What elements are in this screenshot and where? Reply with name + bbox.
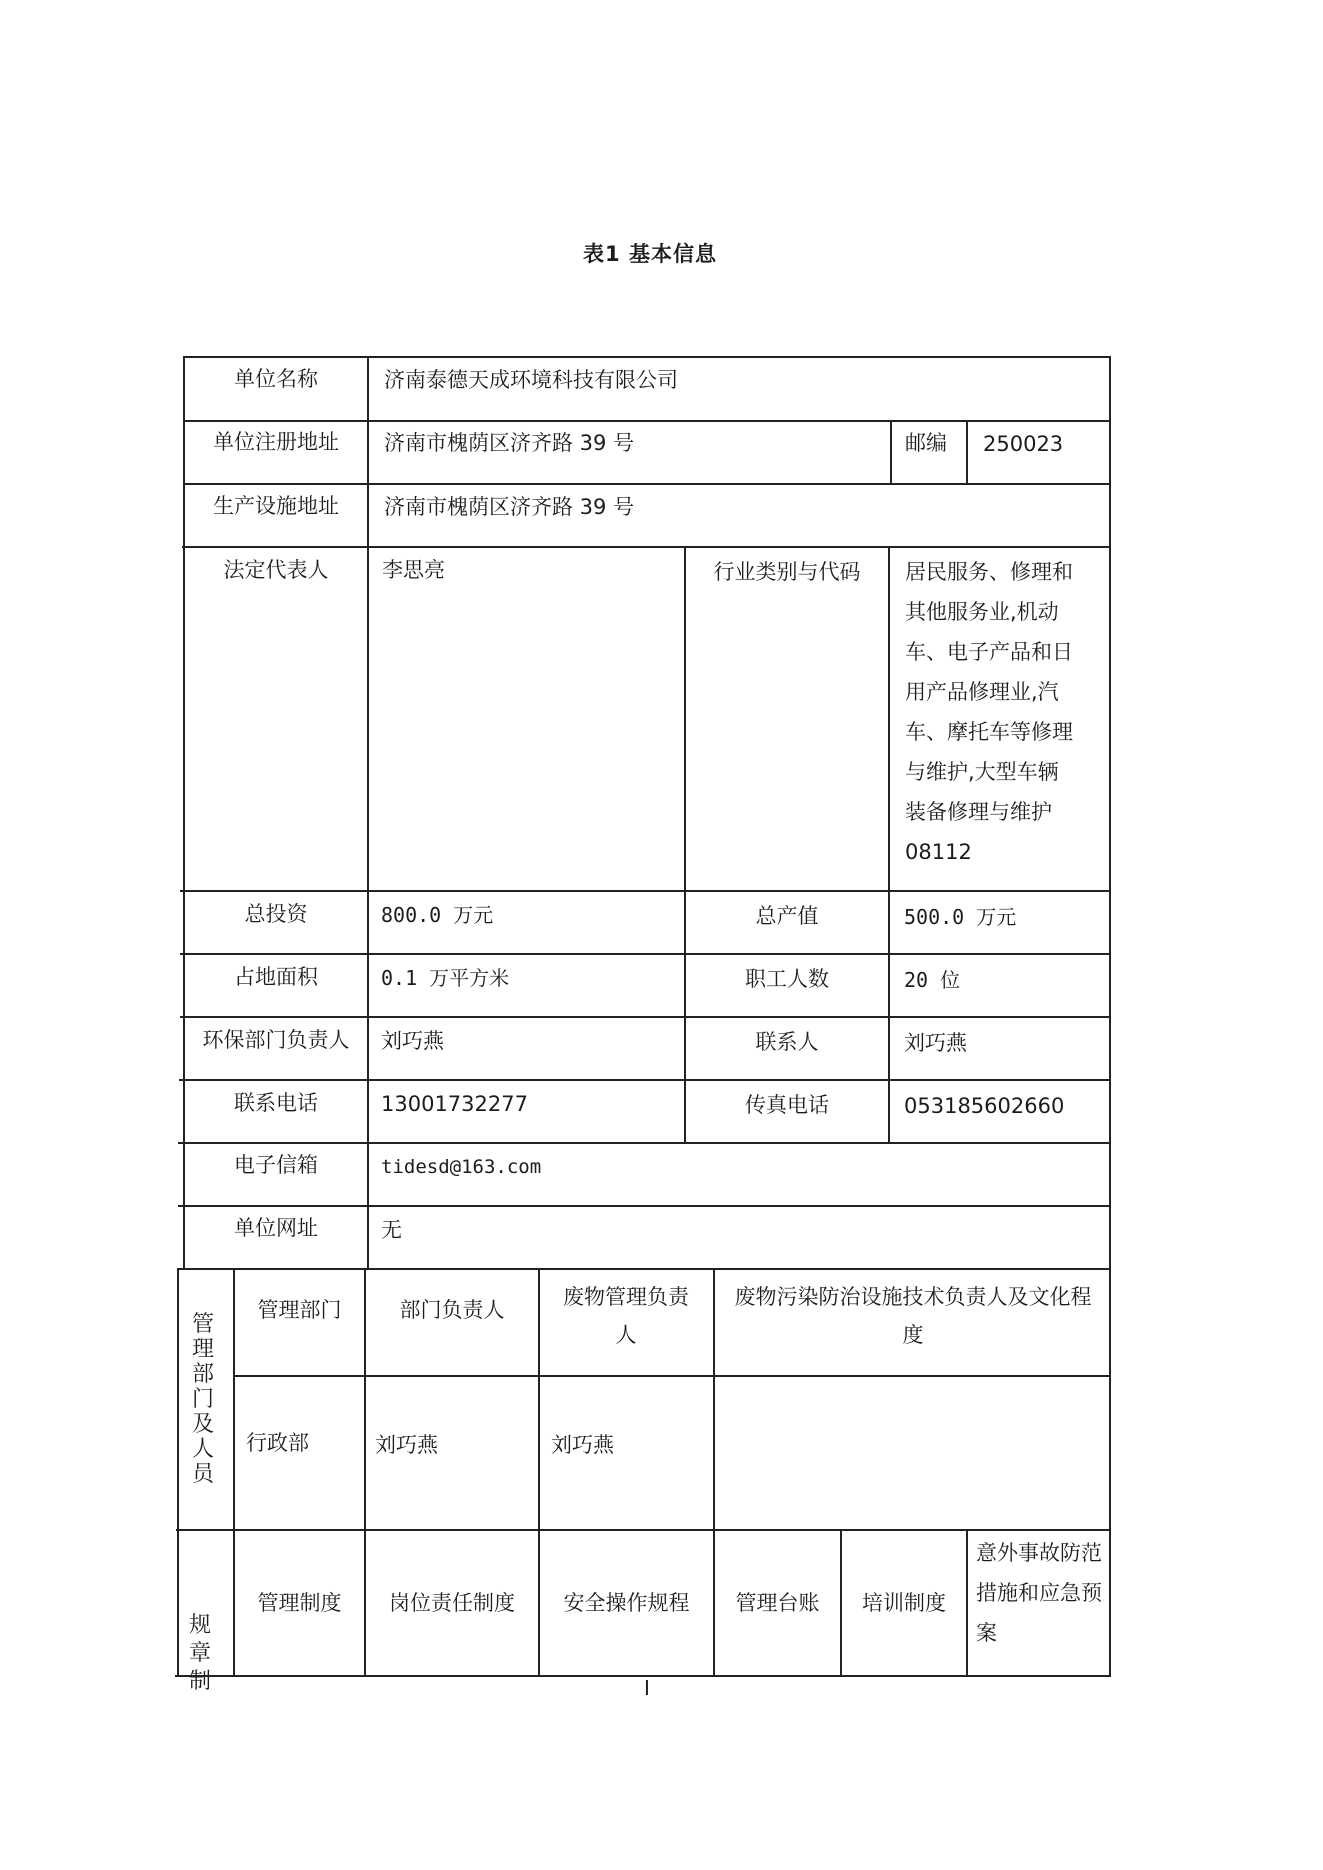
mgmt-waste-head-value: 刘巧燕 [551, 1433, 614, 1457]
table-rule [178, 1142, 1110, 1144]
rule-item: 岗位责任制度 [389, 1591, 515, 1615]
website-value: 无 [381, 1218, 402, 1242]
management-section-label: 管理部门及人员 [192, 1312, 215, 1487]
rule-item: 意外事故防范措施和应急预案 [976, 1541, 1102, 1645]
rules-section-label: 规章制 [189, 1613, 212, 1694]
email-value: tidesd@163.com [381, 1156, 542, 1178]
investment-label: 总投资 [244, 902, 308, 926]
table-rule [183, 420, 1111, 422]
contact-label: 联系人 [755, 1030, 819, 1054]
env-head-value: 刘巧燕 [381, 1029, 444, 1053]
legal-rep-value: 李思亮 [382, 558, 445, 582]
rules-section-label-clip [186, 1612, 216, 1694]
phone-value: 13001732277 [381, 1092, 528, 1116]
table-rule [178, 1268, 1110, 1270]
reg-address-label: 单位注册地址 [213, 430, 339, 454]
mgmt-dept-head-value: 刘巧燕 [375, 1433, 438, 1457]
industry-line: 居民服务、修理和 [905, 560, 1073, 584]
rule-item: 安全操作规程 [563, 1591, 690, 1615]
email-label: 电子信箱 [234, 1153, 318, 1177]
fax-value: 053185602660 [904, 1094, 1065, 1118]
reg-address-value: 济南市槐荫区济齐路 39 号 [384, 431, 635, 455]
area-label: 占地面积 [234, 965, 318, 989]
industry-line: 用产品修理业,汽 [905, 680, 1059, 704]
mgmt-dept-value: 行政部 [246, 1431, 309, 1455]
table-rule [179, 1079, 1110, 1081]
page-title: 表1 基本信息 [583, 242, 717, 266]
rule-item: 管理台账 [735, 1591, 820, 1615]
table-rule [183, 356, 1111, 358]
postcode-value: 250023 [983, 432, 1064, 456]
page-number: I [644, 1676, 650, 1700]
unit-name-value: 济南泰德天成环境科技有限公司 [384, 368, 678, 392]
industry-line: 装备修理与维护 [905, 800, 1052, 824]
industry-line: 车、电子产品和日 [905, 640, 1073, 664]
industry-line: 其他服务业,机动 [905, 600, 1059, 624]
industry-label: 行业类别与代码 [713, 560, 861, 584]
table-rule [180, 1016, 1111, 1018]
phone-label: 联系电话 [234, 1091, 318, 1115]
rule-item: 管理制度 [257, 1591, 342, 1615]
env-head-label: 环保部门负责人 [202, 1028, 350, 1052]
investment-value: 800.0 万元 [381, 903, 494, 927]
facility-address-value: 济南市槐荫区济齐路 39 号 [384, 495, 635, 519]
rule-item: 培训制度 [862, 1591, 946, 1615]
industry-line: 08112 [905, 840, 972, 864]
industry-line: 与维护,大型车辆 [905, 760, 1059, 784]
mgmt-header-waste-head: 废物管理负责人 [563, 1285, 689, 1347]
mgmt-header-dept: 管理部门 [257, 1298, 342, 1322]
website-label: 单位网址 [234, 1216, 318, 1240]
legal-rep-label: 法定代表人 [223, 558, 329, 582]
postcode-label: 邮编 [905, 431, 947, 455]
area-value: 0.1 万平方米 [381, 966, 510, 990]
output-label: 总产值 [755, 904, 819, 928]
table-rule [176, 1529, 1110, 1531]
staff-label: 职工人数 [745, 967, 829, 991]
staff-value: 20 位 [904, 968, 961, 992]
table-rule [175, 1675, 1110, 1677]
mgmt-header-dept-head: 部门负责人 [399, 1298, 505, 1322]
table-rule [180, 890, 1111, 892]
industry-line: 车、摩托车等修理 [905, 720, 1073, 744]
table-rule [180, 953, 1111, 955]
fax-label: 传真电话 [745, 1093, 829, 1117]
table-rule [182, 546, 1111, 548]
table-rule [177, 1268, 179, 1677]
output-value: 500.0 万元 [904, 905, 1017, 929]
table-rule [183, 483, 1111, 485]
table-rule [888, 546, 890, 1142]
table-rule [966, 1529, 968, 1677]
unit-name-label: 单位名称 [234, 367, 318, 391]
table-rule [178, 1205, 1110, 1207]
table-rule [966, 420, 968, 483]
mgmt-header-tech-head: 废物污染防治设施技术负责人及文化程度 [734, 1285, 1092, 1347]
table-rule [235, 1375, 1110, 1377]
contact-value: 刘巧燕 [904, 1031, 967, 1055]
table-rule [367, 356, 369, 1268]
facility-address-label: 生产设施地址 [213, 494, 339, 518]
table-rule [1109, 356, 1111, 1677]
table-rule [890, 420, 892, 483]
